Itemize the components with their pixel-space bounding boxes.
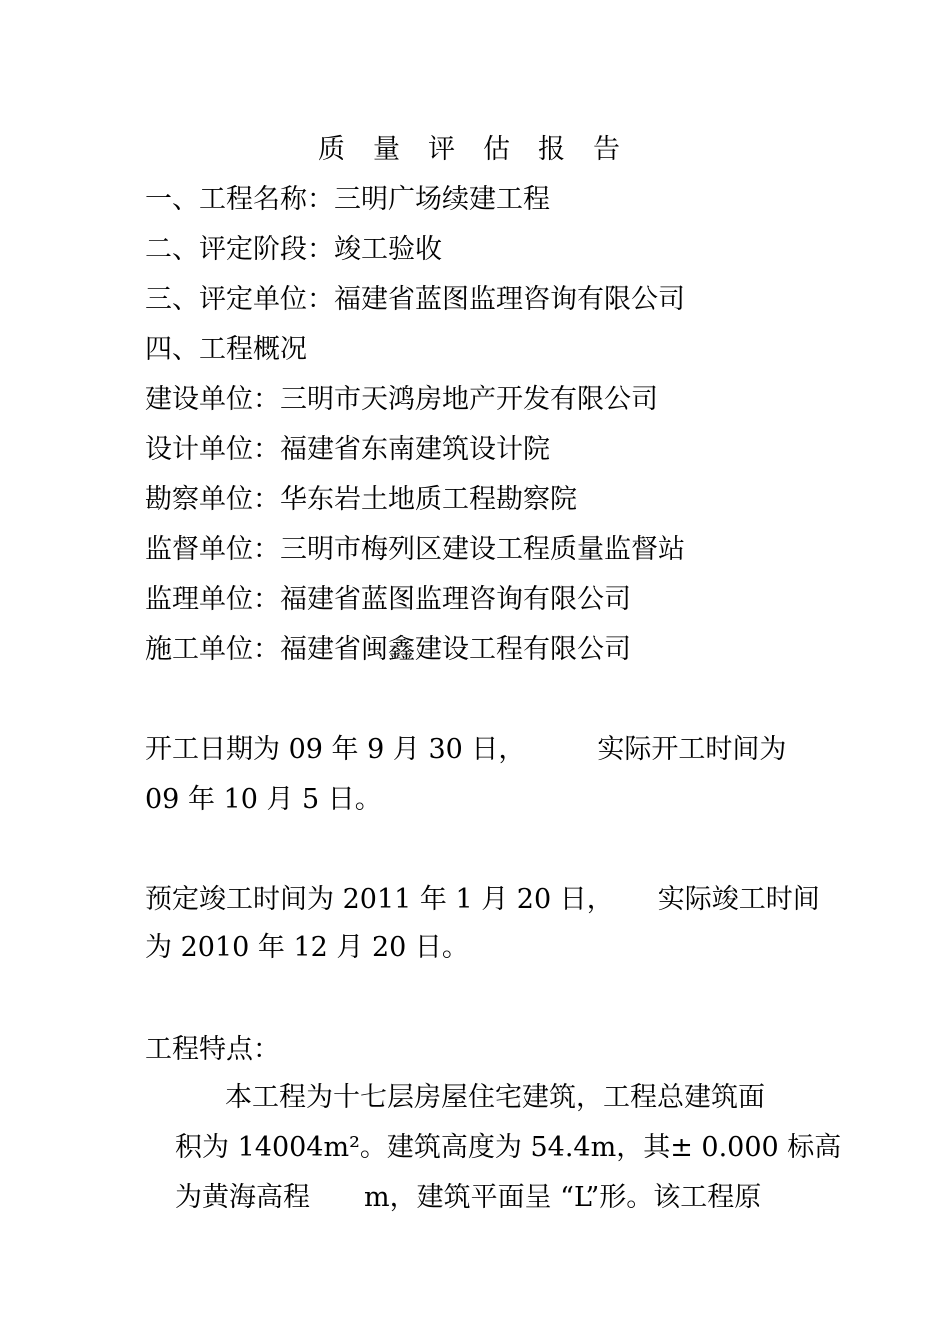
item-project-name: 一、工程名称：三明广场续建工程 bbox=[145, 184, 550, 215]
unit-survey: 勘察单位：华东岩土地质工程勘察院 bbox=[145, 484, 577, 515]
start-date-line bbox=[145, 730, 786, 770]
start-planned: 开工日期为 09 年 9 月 30 日， bbox=[145, 734, 526, 765]
unit-design: 设计单位：福建省东南建筑设计院 bbox=[145, 434, 550, 465]
unit-contractor: 施工单位：福建省闽鑫建设工程有限公司 bbox=[145, 634, 631, 665]
start-actual-value: 09 年 10 月 5 日。 bbox=[145, 784, 382, 815]
document-title: 质量评估报告 bbox=[318, 134, 648, 165]
features-line-3 bbox=[175, 1178, 761, 1218]
finish-date-line bbox=[145, 880, 820, 920]
unit-supervision-station: 监督单位：三明市梅列区建设工程质量监督站 bbox=[145, 534, 685, 565]
finish-actual-label: 实际竣工时间 bbox=[657, 884, 820, 915]
start-actual-label: 实际开工时间为 bbox=[597, 734, 787, 765]
unit-supervisor: 监理单位：福建省蓝图监理咨询有限公司 bbox=[145, 584, 631, 615]
features-line-3a: 为黄海高程 bbox=[175, 1182, 310, 1213]
finish-planned: 预定竣工时间为 2011 年 1 月 20 日， bbox=[145, 884, 614, 915]
finish-actual-value: 为 2010 年 12 月 20 日。 bbox=[145, 932, 469, 963]
unit-construction-owner: 建设单位：三明市天鸿房地产开发有限公司 bbox=[145, 384, 658, 415]
item-project-overview: 四、工程概况 bbox=[145, 334, 307, 365]
features-heading: 工程特点： bbox=[145, 1034, 280, 1065]
features-line-3b: m，建筑平面呈 “L”形。该工程原 bbox=[364, 1182, 762, 1213]
item-evaluation-unit: 三、评定单位：福建省蓝图监理咨询有限公司 bbox=[145, 284, 685, 315]
item-evaluation-stage: 二、评定阶段：竣工验收 bbox=[145, 234, 442, 265]
features-line-2: 积为 14004m²。建筑高度为 54.4m，其± 0.000 标高 bbox=[175, 1132, 842, 1163]
features-line-1: 本工程为十七层房屋住宅建筑，工程总建筑面 bbox=[225, 1082, 765, 1113]
